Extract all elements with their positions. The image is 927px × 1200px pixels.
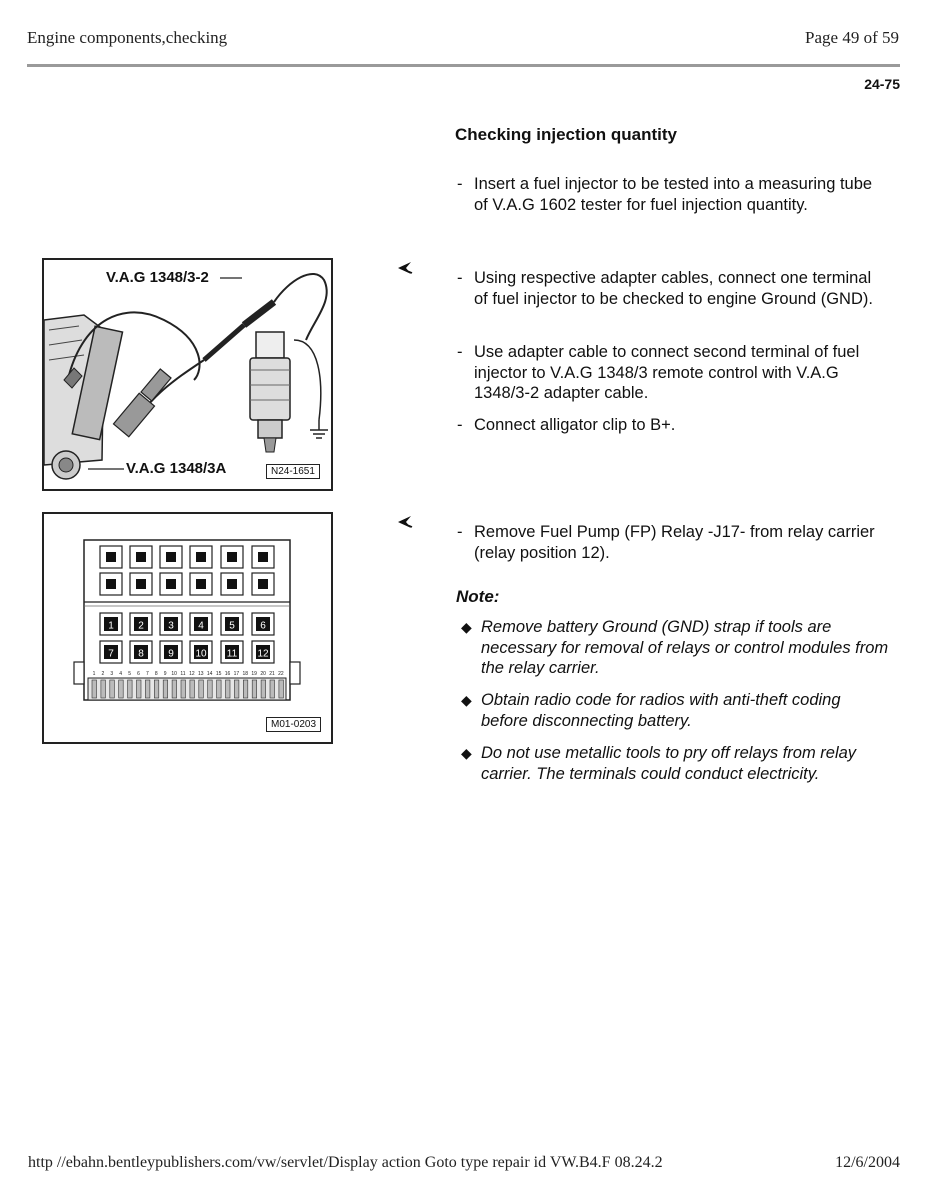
socket-slot bbox=[160, 546, 182, 568]
note-text: Remove battery Ground (GND) strap if tools are necessary for removal of relays or control modules from the relay carrier. bbox=[481, 618, 889, 677]
terminal-number: 15 bbox=[215, 671, 222, 677]
relay-number: 9 bbox=[168, 648, 174, 660]
terminal-number: 4 bbox=[119, 671, 123, 677]
terminal-pin bbox=[217, 680, 222, 698]
terminal-number: 17 bbox=[233, 671, 240, 677]
page-footer bbox=[28, 1154, 900, 1172]
step-dash: - bbox=[457, 175, 463, 193]
relay-number: 12 bbox=[257, 648, 269, 660]
relay-number: 10 bbox=[195, 648, 207, 660]
terminal-pin bbox=[92, 680, 97, 698]
diamond-bullet-icon: ◆ bbox=[461, 692, 472, 708]
terminal-number: 1 bbox=[92, 671, 96, 677]
relay-slot bbox=[190, 641, 212, 663]
relay-slot bbox=[100, 641, 122, 663]
step-item bbox=[457, 522, 887, 563]
terminal-number: 8 bbox=[154, 671, 158, 677]
relay-number: 4 bbox=[198, 620, 204, 632]
figure-code: N24-1651 bbox=[266, 464, 320, 479]
step-dash: - bbox=[457, 343, 463, 361]
socket-slot bbox=[100, 573, 122, 595]
section-title: Checking injection quantity bbox=[455, 125, 677, 144]
injector-illustration bbox=[44, 260, 331, 489]
terminal-pin bbox=[252, 680, 257, 698]
diamond-bullet-icon: ◆ bbox=[461, 745, 472, 761]
terminal-pin bbox=[119, 680, 124, 698]
socket-slot bbox=[130, 546, 152, 568]
terminal-number: 22 bbox=[278, 671, 284, 677]
step-dash: - bbox=[457, 269, 463, 287]
step-item bbox=[457, 415, 887, 436]
socket-slot bbox=[100, 546, 122, 568]
socket-slot bbox=[252, 573, 274, 595]
document-title: Engine components,checking bbox=[27, 28, 228, 47]
relay-number: 7 bbox=[108, 648, 114, 660]
relay-slot bbox=[160, 641, 182, 663]
terminal-number: 10 bbox=[171, 671, 177, 677]
socket-slot bbox=[190, 573, 212, 595]
note-bullet bbox=[461, 617, 891, 679]
note-heading: Note: bbox=[456, 587, 500, 606]
socket-slot bbox=[221, 573, 243, 595]
footer-url[interactable]: http //ebahn.bentleypublishers.com/vw/servlet/Display action Goto type repair id VW.B4.F 08.24.2 bbox=[28, 1154, 663, 1171]
step-text: Remove Fuel Pump (FP) Relay -J17- from relay carrier (relay position 12). bbox=[474, 523, 875, 562]
terminal-number: 14 bbox=[206, 671, 213, 677]
terminal-number: 11 bbox=[180, 671, 186, 677]
terminal-pin bbox=[101, 680, 106, 698]
terminal-number: 5 bbox=[128, 671, 131, 677]
note-text: Obtain radio code for radios with anti-theft coding before disconnecting battery. bbox=[481, 691, 841, 730]
terminal-number: 13 bbox=[198, 671, 204, 677]
terminal-pin bbox=[172, 680, 177, 698]
socket-slot bbox=[130, 573, 152, 595]
terminal-pin bbox=[208, 680, 213, 698]
step-text: Insert a fuel injector to be tested into a measuring tube of V.A.G 1602 tester for fuel injection quantity. bbox=[474, 175, 873, 214]
terminal-pin bbox=[110, 680, 115, 698]
section-code: 24-75 bbox=[864, 76, 900, 92]
relay-number: 6 bbox=[260, 620, 266, 632]
terminal-number: 12 bbox=[189, 671, 195, 677]
terminal-number: 19 bbox=[251, 671, 257, 677]
step-item bbox=[457, 268, 887, 309]
terminal-pin bbox=[128, 680, 133, 698]
terminal-pin bbox=[163, 680, 168, 698]
terminal-pin bbox=[270, 680, 275, 698]
note-bullet bbox=[461, 743, 891, 784]
left-arrow-icon bbox=[396, 514, 414, 530]
diamond-bullet-icon: ◆ bbox=[461, 619, 472, 635]
socket-slot bbox=[252, 546, 274, 568]
socket-slot bbox=[160, 573, 182, 595]
step-item bbox=[457, 342, 887, 404]
note-bullet bbox=[461, 690, 891, 731]
terminal-pin bbox=[226, 680, 231, 698]
note-text: Do not use metallic tools to pry off relays from relay carrier. The terminals could conduct electricity. bbox=[481, 744, 857, 783]
header-rule bbox=[27, 64, 900, 67]
terminal-pin bbox=[190, 680, 195, 698]
terminal-number: 2 bbox=[101, 671, 105, 677]
terminal-pin bbox=[261, 680, 266, 698]
left-arrow-icon bbox=[396, 260, 414, 276]
terminal-pin bbox=[279, 680, 284, 698]
terminal-pin bbox=[199, 680, 204, 698]
relay-number: 2 bbox=[138, 620, 144, 632]
terminal-number: 3 bbox=[110, 671, 114, 677]
terminal-pin bbox=[234, 680, 239, 698]
relay-slot bbox=[221, 641, 243, 663]
tool-label-bottom: V.A.G 1348/3A bbox=[126, 460, 227, 477]
relay-slot bbox=[160, 613, 182, 635]
page-number: Page 49 of 59 bbox=[805, 28, 899, 47]
terminal-number: 20 bbox=[260, 671, 266, 677]
step-text: Use adapter cable to connect second terminal of fuel injector to V.A.G 1348/3 remote control with V.A.G 1348/3-2 adapter cable. bbox=[474, 343, 860, 402]
relay-slot bbox=[100, 613, 122, 635]
relay-carrier-figure bbox=[42, 512, 333, 744]
terminal-pin bbox=[154, 680, 159, 698]
relay-slot bbox=[190, 613, 212, 635]
terminal-pin bbox=[137, 680, 142, 698]
socket-slot bbox=[221, 546, 243, 568]
terminal-pin bbox=[145, 680, 150, 698]
terminal-number: 21 bbox=[269, 671, 275, 677]
socket-slot bbox=[190, 546, 212, 568]
terminal-number: 9 bbox=[163, 671, 167, 677]
terminal-number: 6 bbox=[137, 671, 140, 677]
injector-test-figure bbox=[42, 258, 333, 491]
relay-slot bbox=[221, 613, 243, 635]
relay-number: 5 bbox=[229, 620, 235, 632]
tool-label-top: V.A.G 1348/3-2 bbox=[106, 269, 209, 286]
terminal-number: 7 bbox=[146, 671, 149, 677]
relay-carrier-illustration bbox=[44, 514, 331, 742]
relay-number: 1 bbox=[108, 620, 114, 632]
relay-number: 11 bbox=[226, 648, 238, 660]
terminal-number: 18 bbox=[242, 671, 249, 677]
relay-number: 3 bbox=[168, 620, 174, 632]
step-dash: - bbox=[457, 523, 463, 541]
step-dash: - bbox=[457, 416, 463, 434]
footer-date: 12/6/2004 bbox=[835, 1154, 900, 1171]
relay-slot bbox=[130, 641, 152, 663]
step-item bbox=[457, 174, 887, 215]
terminal-pin bbox=[181, 680, 186, 698]
relay-number: 8 bbox=[138, 648, 144, 660]
figure-code: M01-0203 bbox=[266, 717, 321, 732]
step-text: Using respective adapter cables, connect one terminal of fuel injector to be checked to engine Ground (GND). bbox=[474, 269, 873, 308]
step-text: Connect alligator clip to B+. bbox=[474, 416, 676, 434]
relay-slot bbox=[252, 641, 274, 663]
relay-slot bbox=[130, 613, 152, 635]
relay-slot bbox=[252, 613, 274, 635]
terminal-pin bbox=[243, 680, 248, 698]
terminal-number: 16 bbox=[224, 671, 231, 677]
